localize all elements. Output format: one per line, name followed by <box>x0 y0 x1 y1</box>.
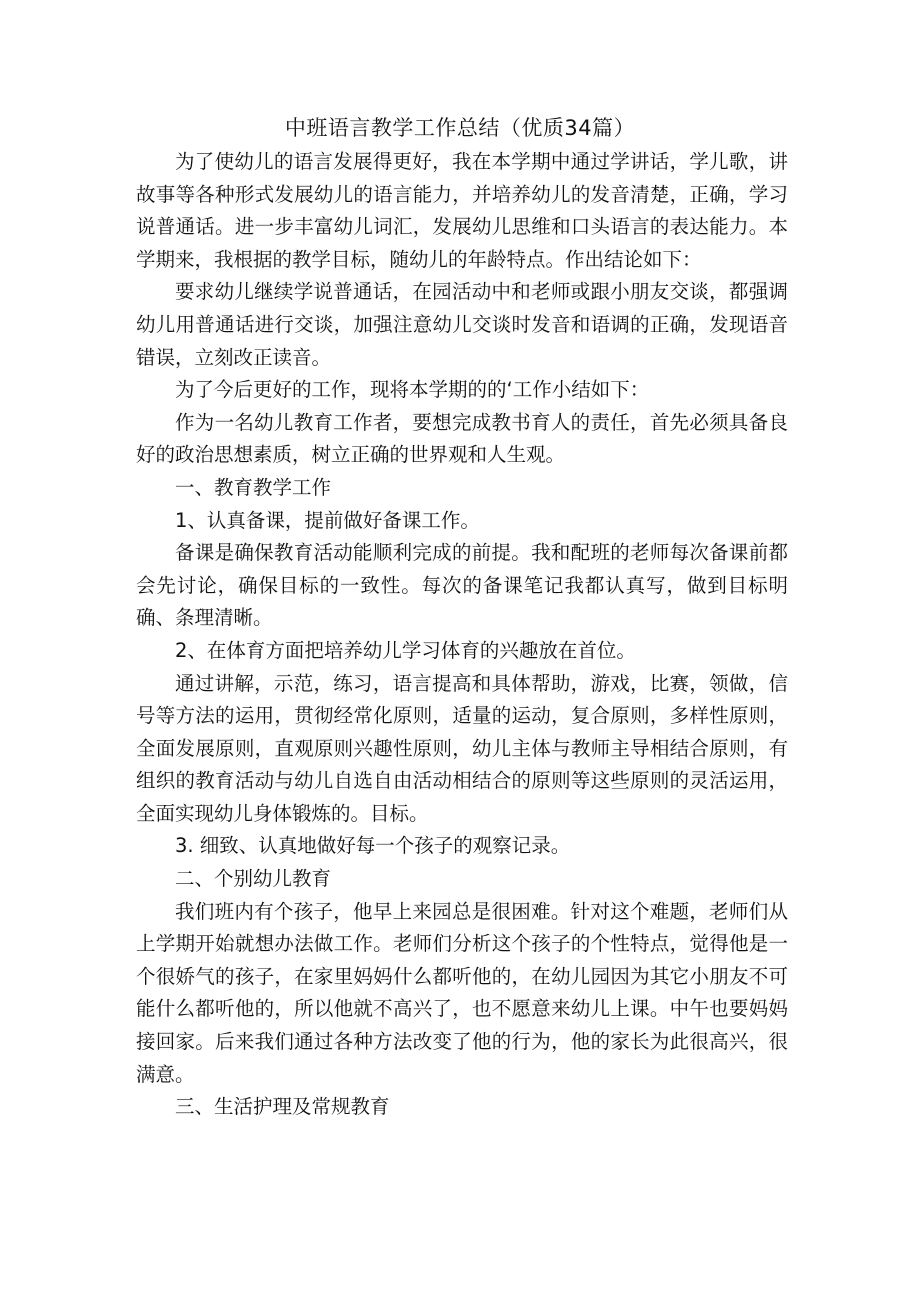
paragraph-summary-lead: 为了今后更好的工作，现将本学期的的‘工作小结如下： <box>175 378 650 402</box>
paragraph-lesson-prep: 备课是确保教育活动能顺利完成的前提。我和配班的老师每次备课前都会先讨论，确保目标的一致性。每次的备课笔记我都认真写，做到目标明确、条理清晰。 <box>136 541 788 630</box>
paragraph-intro: 为了使幼儿的语言发展得更好，我在本学期中通过学讲话，学儿歌，讲故事等各种形式发展幼儿的语言能力，并培养幼儿的发音清楚，正确，学习说普通话。进一步丰富幼儿词汇，发展幼儿思维和口头语言的表达能力。本学期来，我根据的教学目标，随幼儿的年龄特点。作出结论如下： <box>136 150 788 271</box>
paragraph-individual-case: 我们班内有个孩子，他早上来园总是很困难。针对这个难题，老师们从上学期开始就想办法做工作。老师们分析这个孩子的个性特点，觉得他是一个很娇气的孩子，在家里妈妈什么都听他的，在幼儿园因为其它小朋友不可能什么都听他的，所以他就不高兴了，也不愿意来幼儿上课。中午也要妈妈接回家。后来我们通过各种方法改变了他的行为，他的家长为此很高兴，很满意。 <box>136 899 788 1086</box>
paragraph-pe-methods: 通过讲解，示范，练习，语言提高和具体帮助，游戏，比赛，领做，信号等方法的运用，贯彻经常化原则，适量的运动，复合原则，多样性原则，全面发展原则，直观原则兴趣性原则，幼儿主体与教师主导相结合原则，有组织的教育活动与幼儿自选自由活动相结合的原则等这些原则的灵活运用，全面实现幼儿身体锻炼的。目标。 <box>136 671 788 825</box>
subheading-pe: 2、在体育方面把培养幼儿学习体育的兴趣放在首位。 <box>175 638 636 662</box>
paragraph-teacher-quality: 作为一名幼儿教育工作者，要想完成教书育人的责任，首先必须具备良好的政治思想素质，树立正确的世界观和人生观。 <box>136 410 788 467</box>
section-heading-care: 三、生活护理及常规教育 <box>175 1095 390 1119</box>
section-heading-individual: 二、个别幼儿教育 <box>175 867 332 891</box>
subheading-observation: 3. 细致、认真地做好每一个孩子的观察记录。 <box>175 834 571 858</box>
document-body <box>136 146 788 1124</box>
document-title: 中班语言教学工作总结（优质34篇） <box>284 116 636 140</box>
subheading-lesson-prep: 1、认真备课，提前做好备课工作。 <box>175 508 480 532</box>
section-heading-teaching: 一、教育教学工作 <box>175 475 332 499</box>
paragraph-mandarin: 要求幼儿继续学说普通话，在园活动中和老师或跟小朋友交谈，都强调幼儿用普通话进行交谈，加强注意幼儿交谈时发音和语调的正确，发现语音错误，立刻改正读音。 <box>136 280 788 369</box>
